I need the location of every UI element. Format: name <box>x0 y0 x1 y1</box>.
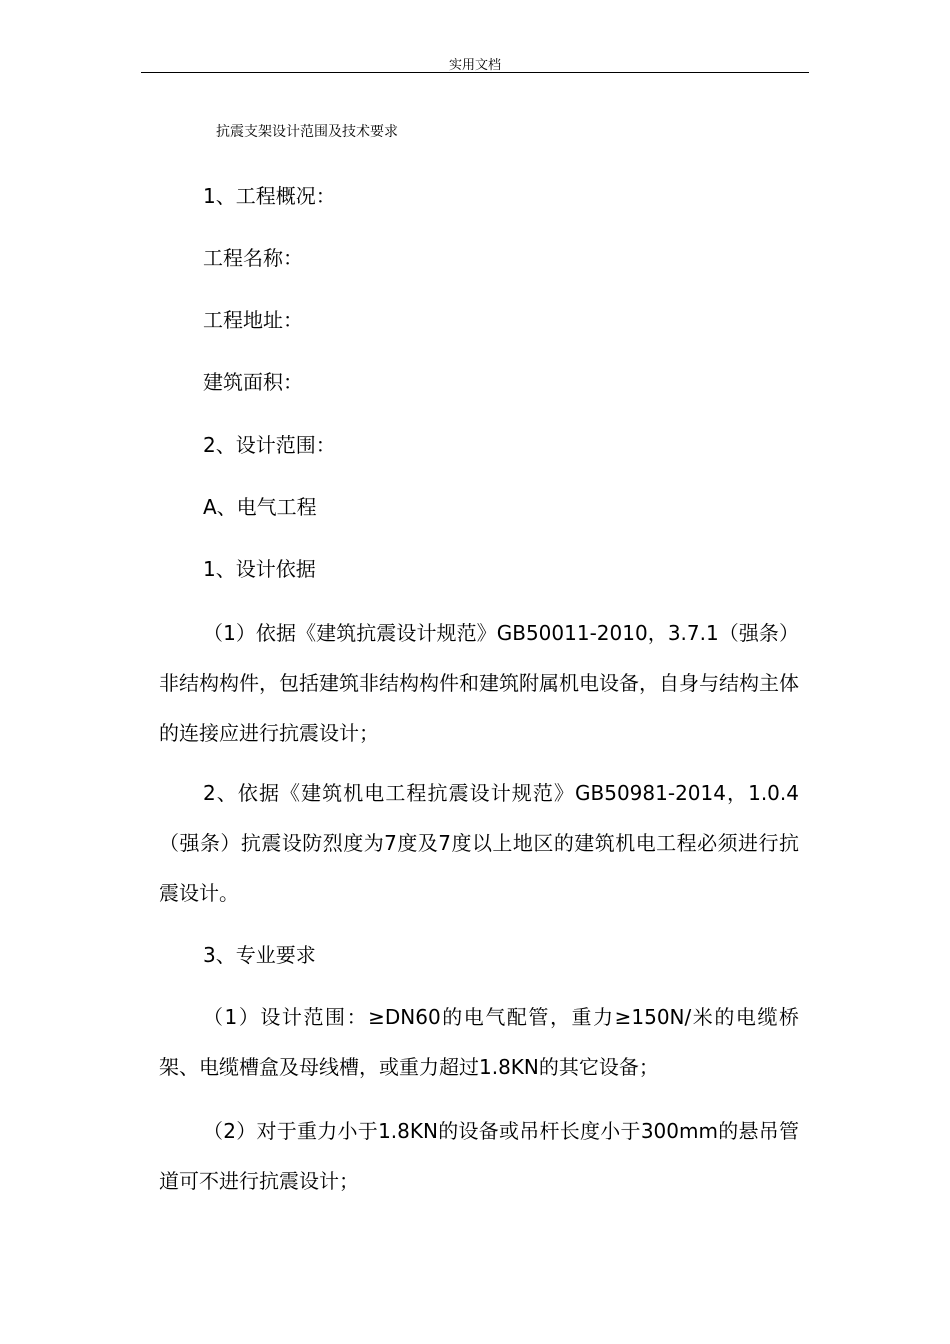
paragraph-basis-2: 2、依据《建筑机电工程抗震设计规范》GB50981-2014，1.0.4（强条）抗震设防烈度为7度及7度以上地区的建筑机电工程必须进行抗震设计。 <box>159 781 799 905</box>
document-title: 抗震支架设计范围及技术要求 <box>216 124 398 140</box>
subheading-design-basis: 1、设计依据 <box>203 557 316 581</box>
section-heading-project-overview: 1、工程概况： <box>203 184 336 208</box>
paragraph-requirement-1: （1）设计范围：≥DN60的电气配管，重力≥150N/米的电缆桥架、电缆槽盒及母线槽，或重力超过1.8KN的其它设备； <box>159 1005 799 1079</box>
field-project-address: 工程地址： <box>203 308 303 332</box>
subheading-electrical-engineering: A、电气工程 <box>203 495 317 519</box>
page-header: 实用文档 <box>448 58 501 73</box>
field-building-area: 建筑面积： <box>203 370 303 394</box>
subheading-professional-requirements: 3、专业要求 <box>203 943 316 967</box>
header-divider <box>141 72 809 73</box>
paragraph-requirement-2: （2）对于重力小于1.8KN的设备或吊杆长度小于300mm的悬吊管道可不进行抗震设计； <box>159 1119 799 1193</box>
field-project-name: 工程名称： <box>203 246 303 270</box>
section-heading-design-scope: 2、设计范围： <box>203 433 336 457</box>
paragraph-basis-1: （1）依据《建筑抗震设计规范》GB50011-2010，3.7.1（强条）非结构构件，包括建筑非结构构件和建筑附属机电设备，自身与结构主体的连接应进行抗震设计； <box>159 621 799 745</box>
